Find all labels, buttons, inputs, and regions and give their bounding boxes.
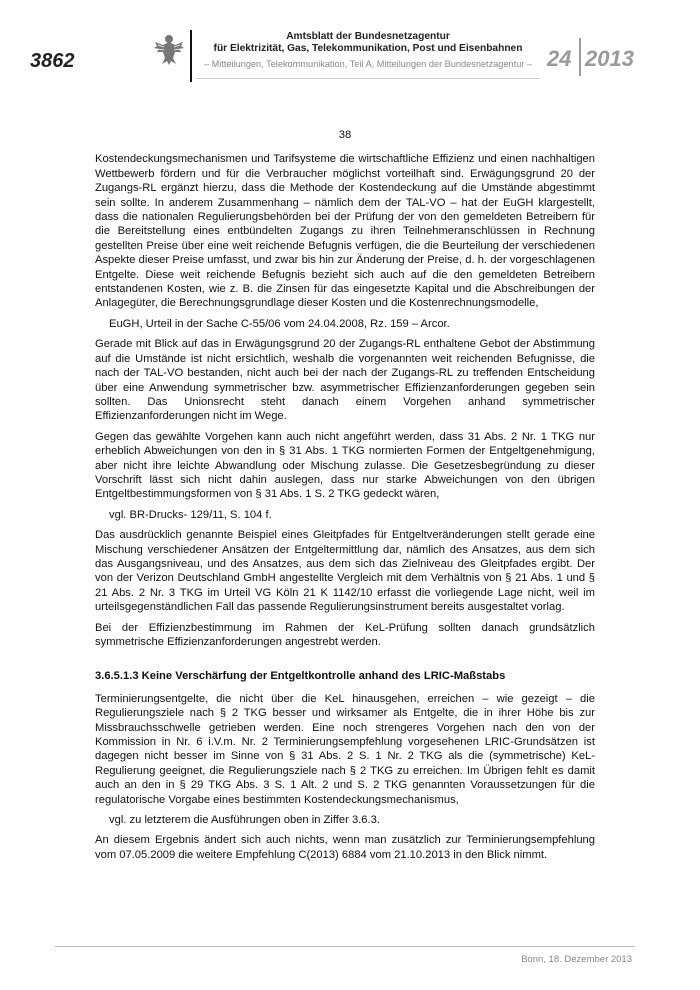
issue-number: 24 [547,46,572,71]
paragraph-1: Kostendeckungsmechanismen und Tarifsysteme die wirtschaftliche Effizienz und einen nachhaltigen Wettbewerb fördern und für die Verbraucher möglichst vorteilhaft sind. Erwägungsgrund 20 der Zugangs-RL ergänzt hierzu, dass die Methode der Kostendeckung auf die Umstände abgestimmt sein sollte. In anderem Zusammenhang – nämlich dem der TAL-VO – hat der EuGH klargestellt, dass die nationalen Regulierungsbehörden bei der Prüfung der von den gemeldeten Betreibern für die Bereitstellung eines entbündelten Zugangs zu ihren Teilnehmeranschlüssen in Rechnung gestellten Preise über eine weit reichende Befugnis verfügen, die die Beurteilung der verschiedenen Aspekte dieser Preise umfasst, und zwar bis hin zur Änderung der Preise, d. h. der vorgeschlagenen Entgelte. Diese weit reichende Befugnis bezieht sich auch auf die den gemeldeten Betreibern entstandenen Kosten, wie z. B. die Zinsen für das eingesetzte Kapital und die Abschreibungen der Anlagegüter, die Berechnungsgrundlage dieser Kosten und die Kostenrechnungsmodelle, [95,153,595,310]
paragraph-6: Terminierungsentgelte, die nicht über die KeL hinausgehen, erreichen – wie gezeigt – die Regulierungsziele nach § 2 TKG besser und wirksamer als Entgelte, die in ihrer Höhe bis zur Missbrauchsschwelle getrieben werden. Eine noch strengeres Vorgehen nach den von der Kommission in Nr. 6 i.V.m. Nr. 2 Terminierungsempfehlung vorgesehenen LRIC-Grundsätzen ist dagegen nicht besser im Sinne von § 31 Abs. 2 S. 1 Nr. 2 TKG als die (symmetrische) KeL-Regulierung geeignet, die Regulierungsziele nach § 2 TKG zu erreichen. Im Übrigen fehlt es damit auch an den in § 29 TKG Abs. 3 S. 1 Alt. 2 und S. 2 TKG genannten Voraussetzungen für die regulatorische Vorgabe eines bestimmten Kostendeckungsmechanismus, [95,692,595,806]
citation-3: vgl. zu letzterem die Ausführungen oben in Ziffer 3.6.3. [109,814,380,827]
paragraph-5: Bei der Effizienzbestimmung im Rahmen der KeL-Prüfung sollten danach grundsätzlich symmetrische Effizienzanforderungen angestrebt werden. [95,621,595,648]
citation-2: vgl. BR-Drucks- 129/11, S. 104 f. [109,508,272,521]
document-body [95,128,595,868]
paragraph-3: Gegen das gewählte Vorgehen kann auch nicht angeführt werden, dass 31 Abs. 2 Nr. 1 TKG nur erheblich Abweichungen von den in § 31 Abs. 1 TKG normierten Formen der Entgeltgenehmigung, aber nicht ihre leichte Abwandlung oder Mischung zulasse. Die Gesetzesbegründung zu dieser Vorschrift lässt sich nicht dahin auslegen, dass nur starke Abweichungen von den übrigen Entgeltbestimmungsformen von § 31 Abs. 1 S. 2 TKG gedeckt wären, [95,430,595,501]
paragraph-2: Gerade mit Blick auf das in Erwägungsgrund 20 der Zugangs-RL enthaltene Gebot der Abstimmung auf die Umstände ist nicht ersichtlich, weshalb die vorgenannten weit reichenden Befugnisse, die nach der TAL-VO bestanden, nicht auch bei der nach der Zugangs-RL zu treffenden Entscheidung über eine Anwendung symmetrischer bzw. asymmetrischer Effizienzanforderungen gegeben sein sollten. Das Unionsrecht steht danach einem Vorgehen anhand symmetrischer Effizienzanforderungen nicht im Wege. [95,338,595,423]
footer-rule [55,946,635,947]
header-rule [196,78,540,79]
federal-eagle-icon [152,32,186,66]
paragraph-7: An diesem Ergebnis ändert sich auch nichts, wenn man zusätzlich zur Terminierungsempfehlung vom 07.05.2009 die weitere Empfehlung C(2013) 6884 vom 21.10.2013 in den Blick nimmt. [95,834,595,861]
journal-subtitle: – Mitteilungen, Telekommunikation, Teil A, Mitteilungen der Bundesnetzagentur – [203,59,533,69]
section-heading: 3.6.5.1.3 Keine Verschärfung der Entgeltkontrolle anhand des LRIC-Maßstabs [95,670,506,683]
paragraph-4: Das ausdrücklich genannte Beispiel eines Gleitpfades für Entgeltveränderungen stellt gerade eine Mischung verschiedener Ansätzen der Entgeltermittlung dar, nämlich des Ansatzes, aus dem sich das Ausgangsniveau, und des Ansatzes, aus dem sich das Zielniveau des Gleitpfades ergibt. Der von der Verizon Deutschland GmbH angestellte Vergleich mit dem Verhältnis von § 21 Abs. 1 und § 21 Abs. 2 Nr. 3 TKG im Urteil VG Köln 21 K 1142/10 erfasst die vorliegende Lage nicht, weil im urteilsgegenständlichen Fall das passende Regulierungsinstrument bereits ausgestaltet vorlag. [95,529,595,614]
issue-year: 2013 [585,46,634,71]
journal-title [196,31,540,55]
internal-page-number: 38 [338,129,352,141]
issue-divider [579,38,581,76]
header-divider [190,30,192,82]
page-header [0,0,700,110]
page-number: 3862 [30,50,75,72]
journal-title-line2: für Elektrizität, Gas, Telekommunikation, Post und Eisenbahnen [213,43,523,54]
footer-place-date: Bonn, 18. Dezember 2013 [521,954,632,965]
citation-1: EuGH, Urteil in der Sache C-55/06 vom 24.04.2008, Rz. 159 – Arcor. [109,317,450,330]
journal-title-line1: Amtsblatt der Bundesnetzagentur [286,31,450,42]
